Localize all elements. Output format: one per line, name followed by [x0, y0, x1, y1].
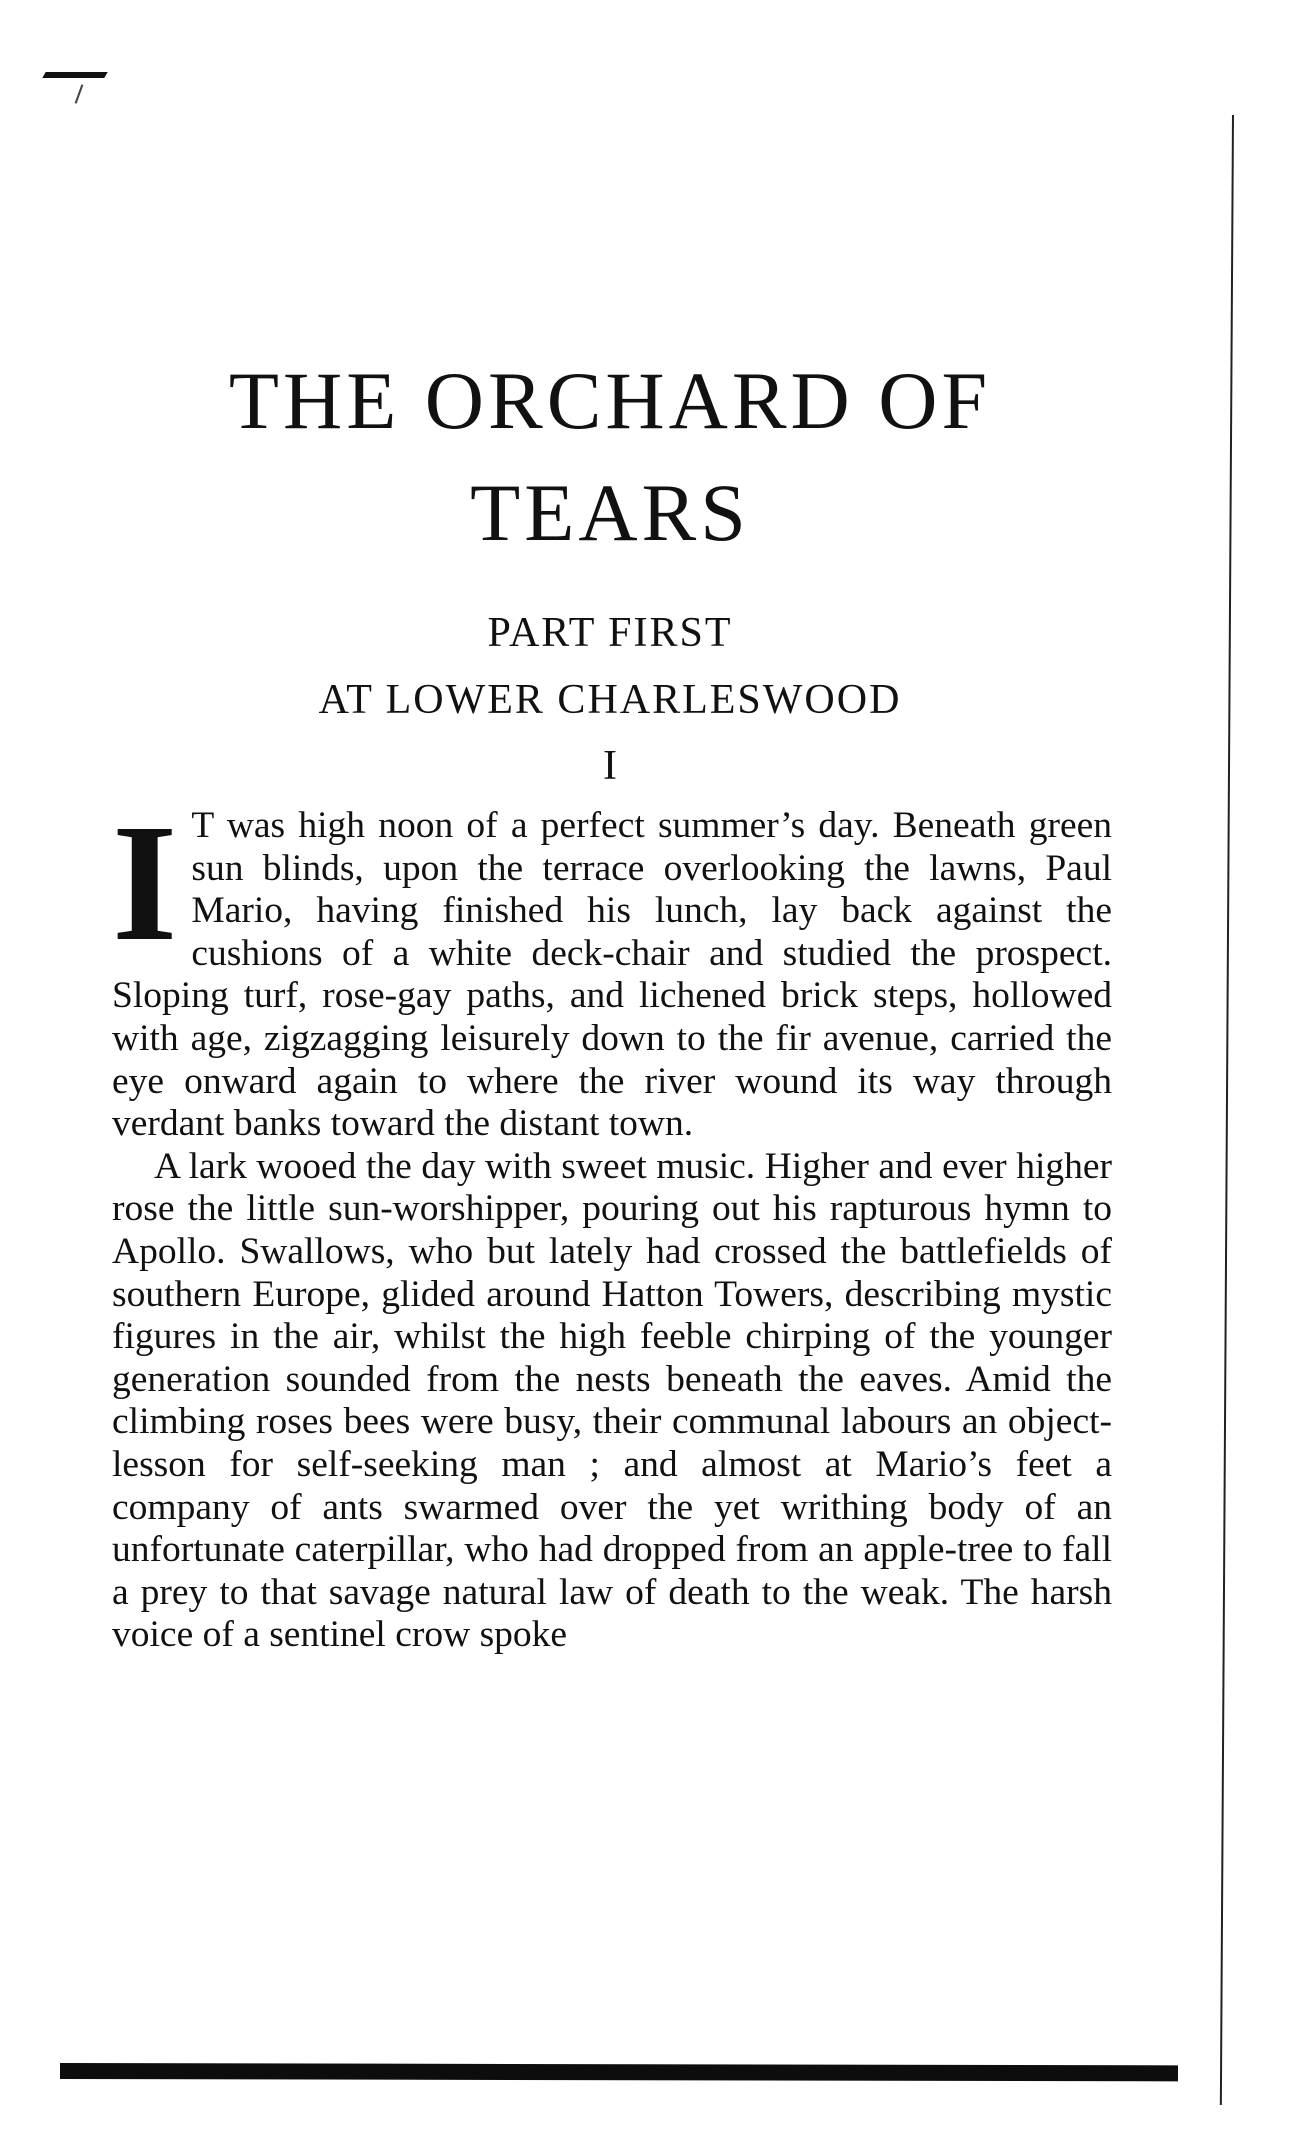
- body-text: [112, 790, 1112, 1657]
- scan-artifact-tick: [75, 84, 84, 103]
- paragraph-1: [112, 790, 1112, 1146]
- drop-cap: I: [112, 790, 178, 976]
- paragraph-2: A lark wooed the day with sweet music. Higher and ever higher rose the little sun-worshipper, pouring out his rapturous hymn to Apollo. Swallows, who but lately had crossed the battlefields of southern Europe, glided around Hatton Towers, describing mystic figures in the air, whilst the high feeble chirping of the younger generation sounded from the nests beneath the eaves. Amid the climbing roses bees were busy, their communal labours an object-lesson for self-seeking man ; and almost at Mario’s feet a company of ants swarmed over the yet writhing body of an unfortunate caterpillar, who had dropped from an apple-tree to fall a prey to that savage natural law of death to the weak. The harsh voice of a sentinel crow spoke: [112, 1145, 1112, 1656]
- page-edge-line: [1220, 115, 1234, 2105]
- book-title: THE ORCHARD OF TEARS: [228, 355, 992, 558]
- title-block: [190, 345, 1030, 569]
- paragraph-1-text: T was high noon of a perfect summer’s day. Beneath green sun blinds, upon the terrace overlooking the lawns, Paul Mario, having finished his lunch, lay back against the cushions of a white deck-chair and studied the prospect. Sloping turf, rose-gay paths, and lichened brick steps, hollowed with age, zigzagging leisurely down to the fir avenue, carried the eye onward again to where the river wound its way through verdant banks toward the distant town.: [112, 805, 1112, 1145]
- part-heading: PART FIRST: [487, 610, 733, 656]
- scan-artifact-mark: [42, 72, 107, 78]
- section-heading: AT LOWER CHARLESWOOD: [318, 677, 902, 723]
- bottom-rule: [60, 2063, 1178, 2081]
- chapter-number: I: [603, 743, 617, 789]
